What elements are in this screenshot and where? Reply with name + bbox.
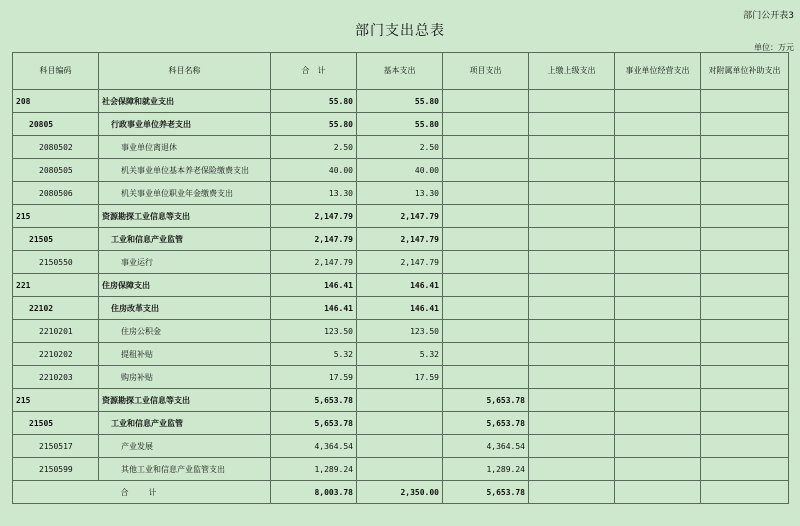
subject-code: 22102 (13, 297, 99, 320)
total-value: 2,147.79 (271, 251, 357, 274)
subsidiary-subsidy-value (701, 251, 789, 274)
total-value: 123.50 (271, 320, 357, 343)
business-operation-value (615, 159, 701, 182)
business-operation-value (615, 435, 701, 458)
table-row (13, 159, 789, 182)
project-value (443, 136, 529, 159)
subject-name: 资源勘探工业信息等支出 (99, 205, 271, 228)
subject-name: 提租补贴 (99, 343, 271, 366)
table-row (13, 182, 789, 205)
total-value: 1,289.24 (271, 458, 357, 481)
business-operation-value (615, 320, 701, 343)
total-label: 合 计 (13, 481, 271, 504)
table-row (13, 251, 789, 274)
project-value (443, 320, 529, 343)
project-value (443, 343, 529, 366)
grand-basic-value: 2,350.00 (357, 481, 443, 504)
basic-value: 146.41 (357, 297, 443, 320)
business-operation-value (615, 182, 701, 205)
subject-name: 产业发展 (99, 435, 271, 458)
project-value (443, 274, 529, 297)
business-operation-value (615, 366, 701, 389)
remit-superior-value (529, 274, 615, 297)
basic-value (357, 435, 443, 458)
basic-value (357, 389, 443, 412)
table-row (13, 113, 789, 136)
subject-name: 住房改革支出 (99, 297, 271, 320)
business-operation-value (615, 274, 701, 297)
subject-code: 215 (13, 389, 99, 412)
subsidiary-subsidy-value (701, 297, 789, 320)
expenditure-table (12, 52, 789, 504)
table-row (13, 297, 789, 320)
total-value: 5,653.78 (271, 389, 357, 412)
header-subject-code: 科目编码 (13, 53, 99, 90)
subject-name: 行政事业单位养老支出 (99, 113, 271, 136)
grand-subsidiary-subsidy-value (701, 481, 789, 504)
table-row (13, 458, 789, 481)
header-project: 项目支出 (443, 53, 529, 90)
header-subsidiary-subsidy: 对附属单位补助支出 (701, 53, 789, 90)
basic-value (357, 412, 443, 435)
table-row (13, 90, 789, 113)
remit-superior-value (529, 205, 615, 228)
table-row (13, 228, 789, 251)
basic-value: 146.41 (357, 274, 443, 297)
subject-code: 208 (13, 90, 99, 113)
basic-value: 40.00 (357, 159, 443, 182)
project-value (443, 366, 529, 389)
project-value (443, 297, 529, 320)
subject-code: 215 (13, 205, 99, 228)
project-value: 4,364.54 (443, 435, 529, 458)
subject-name: 事业单位离退休 (99, 136, 271, 159)
table-header-row (13, 53, 789, 90)
table-row (13, 366, 789, 389)
subsidiary-subsidy-value (701, 136, 789, 159)
subject-code: 20805 (13, 113, 99, 136)
remit-superior-value (529, 228, 615, 251)
table-row (13, 435, 789, 458)
subsidiary-subsidy-value (701, 182, 789, 205)
subject-code: 2080502 (13, 136, 99, 159)
subject-code: 221 (13, 274, 99, 297)
grand-total-value: 8,003.78 (271, 481, 357, 504)
table-row (13, 343, 789, 366)
subsidiary-subsidy-value (701, 113, 789, 136)
remit-superior-value (529, 320, 615, 343)
table-row (13, 274, 789, 297)
subject-code: 2080506 (13, 182, 99, 205)
grand-remit-superior-value (529, 481, 615, 504)
subsidiary-subsidy-value (701, 90, 789, 113)
subsidiary-subsidy-value (701, 343, 789, 366)
subject-name: 工业和信息产业监管 (99, 228, 271, 251)
remit-superior-value (529, 90, 615, 113)
project-value: 5,653.78 (443, 412, 529, 435)
remit-superior-value (529, 343, 615, 366)
total-value: 5,653.78 (271, 412, 357, 435)
remit-superior-value (529, 412, 615, 435)
remit-superior-value (529, 251, 615, 274)
subject-name: 住房保障支出 (99, 274, 271, 297)
business-operation-value (615, 228, 701, 251)
subject-code: 2080505 (13, 159, 99, 182)
table-row (13, 205, 789, 228)
subject-name: 机关事业单位职业年金缴费支出 (99, 182, 271, 205)
total-value: 2.50 (271, 136, 357, 159)
table-row (13, 389, 789, 412)
business-operation-value (615, 458, 701, 481)
total-value: 2,147.79 (271, 228, 357, 251)
remit-superior-value (529, 113, 615, 136)
subject-name: 机关事业单位基本养老保险缴费支出 (99, 159, 271, 182)
header-remit-superior: 上缴上级支出 (529, 53, 615, 90)
subject-code: 2150599 (13, 458, 99, 481)
project-value (443, 205, 529, 228)
subject-name: 工业和信息产业监管 (99, 412, 271, 435)
remit-superior-value (529, 182, 615, 205)
project-value (443, 113, 529, 136)
total-value: 146.41 (271, 297, 357, 320)
total-value: 146.41 (271, 274, 357, 297)
subsidiary-subsidy-value (701, 320, 789, 343)
subject-name: 住房公积金 (99, 320, 271, 343)
business-operation-value (615, 412, 701, 435)
subject-code: 2150517 (13, 435, 99, 458)
remit-superior-value (529, 389, 615, 412)
form-code: 部门公开表3 (743, 11, 794, 21)
table-row (13, 412, 789, 435)
subsidiary-subsidy-value (701, 228, 789, 251)
header-business-operation: 事业单位经营支出 (615, 53, 701, 90)
basic-value: 2,147.79 (357, 228, 443, 251)
basic-value: 55.80 (357, 113, 443, 136)
total-value: 2,147.79 (271, 205, 357, 228)
subject-code: 2210201 (13, 320, 99, 343)
total-value: 40.00 (271, 159, 357, 182)
subject-code: 2210202 (13, 343, 99, 366)
subject-name: 资源勘探工业信息等支出 (99, 389, 271, 412)
business-operation-value (615, 113, 701, 136)
header-subject-name: 科目名称 (99, 53, 271, 90)
subsidiary-subsidy-value (701, 205, 789, 228)
remit-superior-value (529, 435, 615, 458)
project-value: 5,653.78 (443, 389, 529, 412)
subject-name: 事业运行 (99, 251, 271, 274)
grand-business-operation-value (615, 481, 701, 504)
subsidiary-subsidy-value (701, 435, 789, 458)
business-operation-value (615, 389, 701, 412)
project-value (443, 182, 529, 205)
subject-name: 社会保障和就业支出 (99, 90, 271, 113)
subsidiary-subsidy-value (701, 389, 789, 412)
remit-superior-value (529, 366, 615, 389)
table-row (13, 320, 789, 343)
project-value (443, 90, 529, 113)
total-value: 4,364.54 (271, 435, 357, 458)
total-value: 13.30 (271, 182, 357, 205)
total-value: 55.80 (271, 113, 357, 136)
subsidiary-subsidy-value (701, 458, 789, 481)
total-value: 17.59 (271, 366, 357, 389)
basic-value: 17.59 (357, 366, 443, 389)
subject-code: 2210203 (13, 366, 99, 389)
basic-value: 13.30 (357, 182, 443, 205)
subject-code: 21505 (13, 412, 99, 435)
subject-code: 21505 (13, 228, 99, 251)
header-basic: 基本支出 (357, 53, 443, 90)
header-total: 合 计 (271, 53, 357, 90)
total-value: 5.32 (271, 343, 357, 366)
subsidiary-subsidy-value (701, 159, 789, 182)
project-value (443, 159, 529, 182)
remit-superior-value (529, 159, 615, 182)
business-operation-value (615, 343, 701, 366)
basic-value: 55.80 (357, 90, 443, 113)
subject-name: 其他工业和信息产业监管支出 (99, 458, 271, 481)
total-value: 55.80 (271, 90, 357, 113)
table-row (13, 136, 789, 159)
business-operation-value (615, 251, 701, 274)
basic-value (357, 458, 443, 481)
project-value (443, 228, 529, 251)
business-operation-value (615, 205, 701, 228)
basic-value: 2.50 (357, 136, 443, 159)
basic-value: 5.32 (357, 343, 443, 366)
page-title: 部门支出总表 (355, 23, 445, 39)
remit-superior-value (529, 458, 615, 481)
subsidiary-subsidy-value (701, 366, 789, 389)
project-value (443, 251, 529, 274)
subsidiary-subsidy-value (701, 412, 789, 435)
basic-value: 123.50 (357, 320, 443, 343)
total-row (13, 481, 789, 504)
basic-value: 2,147.79 (357, 251, 443, 274)
business-operation-value (615, 90, 701, 113)
subject-code: 2150550 (13, 251, 99, 274)
subject-name: 购房补贴 (99, 366, 271, 389)
unit-label: 单位：万元 (754, 43, 794, 52)
grand-project-value: 5,653.78 (443, 481, 529, 504)
remit-superior-value (529, 297, 615, 320)
project-value: 1,289.24 (443, 458, 529, 481)
basic-value: 2,147.79 (357, 205, 443, 228)
business-operation-value (615, 297, 701, 320)
remit-superior-value (529, 136, 615, 159)
subsidiary-subsidy-value (701, 274, 789, 297)
business-operation-value (615, 136, 701, 159)
